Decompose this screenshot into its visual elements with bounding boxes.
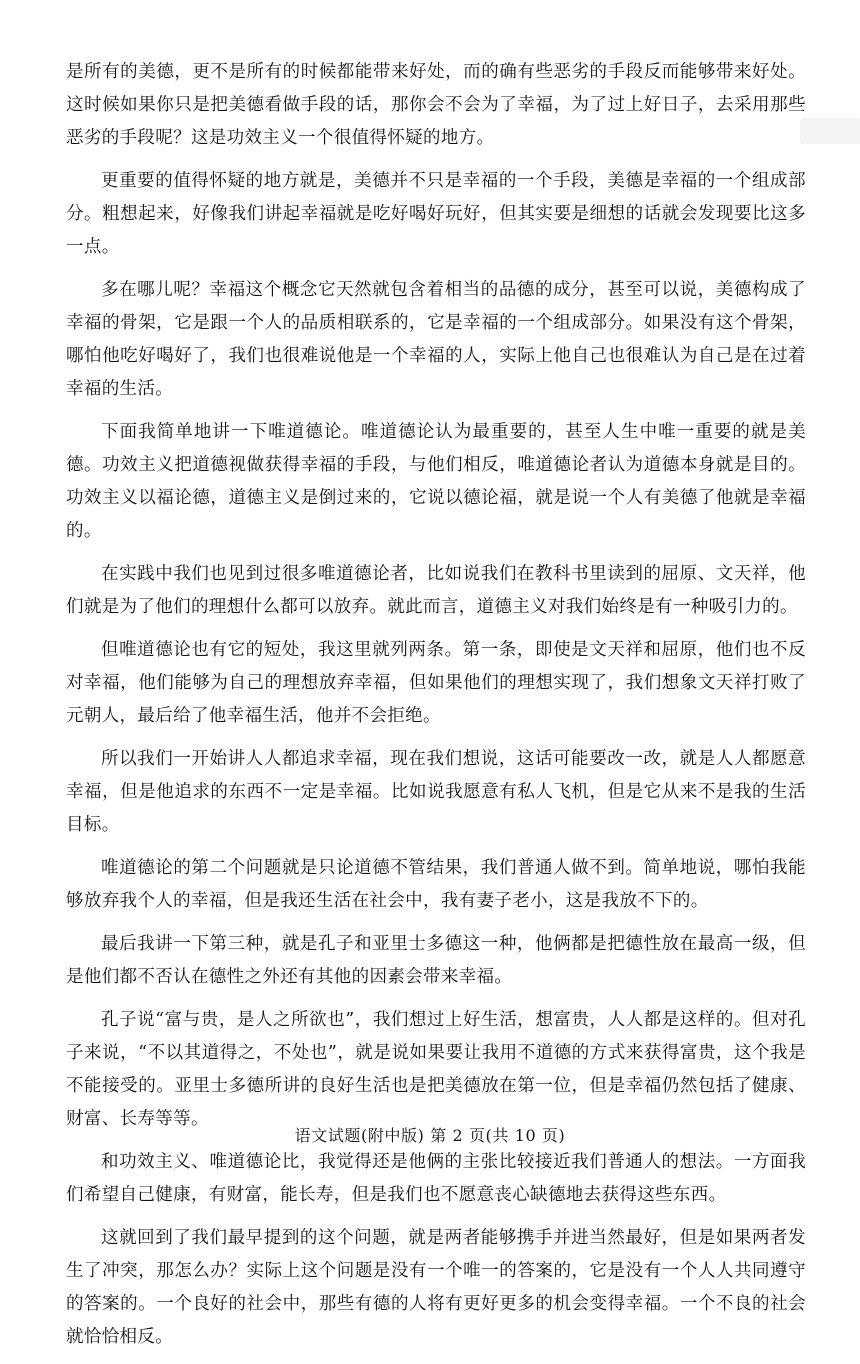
paragraph-7: 所以我们一开始讲人人都追求幸福，现在我们想说，这话可能要改一改，就是人人都愿意幸福，但是他追求的东西不一定是幸福。比如说我愿意有私人飞机，但是它从来不是我的生活目标。 [66, 749, 806, 835]
paragraph-10: 孔子说“富与贵，是人之所欲也”，我们想过上好生活，想富贵，人人都是这样的。但对孔子来说，“不以其道得之，不处也”，就是说如果要让我用不道德的方式来获得富贵，这个我是不能接受的。亚里士多德所讲的良好生活也是把美德放在第一位，但是幸福仍然包括了健康、财富、长寿等等。 [66, 1010, 806, 1129]
watermark-smudge [800, 118, 860, 144]
paragraph-3: 多在哪儿呢？幸福这个概念它天然就包含着相当的品德的成分，甚至可以说，美德构成了幸福的骨架，它是跟一个人的品质相联系的，它是幸福的一个组成部分。如果没有这个骨架，哪怕他吃好喝好了，我们也很难说他是一个幸福的人，实际上他自己也很难认为自己是在过着幸福的生活。 [66, 280, 806, 399]
paragraph-12: 这就回到了我们最早提到的这个问题，就是两者能够携手并进当然最好，但是如果两者发生了冲突，那怎么办？实际上这个问题是没有一个唯一的答案的，它是没有一个人人共同遵守的答案的。一个良好的社会中，那些有德的人将有更好更多的机会变得幸福。一个不良的社会就恰恰相反。 [66, 1228, 806, 1347]
paragraph-4: 下面我简单地讲一下唯道德论。唯道德论认为最重要的，甚至人生中唯一重要的就是美德。功效主义把道德视做获得幸福的手段，与他们相反，唯道德论者认为道德本身就是目的。功效主义以福论德，道德主义是倒过来的，它说以德论福，就是说一个人有美德了他就是幸福的。 [66, 422, 806, 541]
article-body [66, 56, 806, 1364]
paragraph-1: 是所有的美德，更不是所有的时候都能带来好处，而的确有些恶劣的手段反而能够带来好处。这时候如果你只是把美德看做手段的话，那你会不会为了幸福，为了过上好日子，去采用那些恶劣的手段呢？这是功效主义一个很值得怀疑的地方。 [66, 62, 806, 148]
paragraph-5: 在实践中我们也见到过很多唯道德论者，比如说我们在教科书里读到的屈原、文天祥，他们就是为了他们的理想什么都可以放弃。就此而言，道德主义对我们始终是有一种吸引力的。 [66, 564, 806, 617]
paragraph-9: 最后我讲一下第三种，就是孔子和亚里士多德这一种，他俩都是把德性放在最高一级，但是他们都不否认在德性之外还有其他的因素会带来幸福。 [66, 934, 806, 987]
paragraph-11: 和功效主义、唯道德论比，我觉得还是他俩的主张比较接近我们普通人的想法。一方面我们希望自己健康，有财富，能长寿，但是我们也不愿意丧心缺德地去获得这些东西。 [66, 1152, 806, 1205]
paragraph-2: 更重要的值得怀疑的地方就是，美德并不只是幸福的一个手段，美德是幸福的一个组成部分。粗想起来，好像我们讲起幸福就是吃好喝好玩好，但其实要是细想的话就会发现要比这多一点。 [66, 171, 806, 257]
paragraph-6: 但唯道德论也有它的短处，我这里就列两条。第一条，即使是文天祥和屈原，他们也不反对幸福，他们能够为自己的理想放弃幸福，但如果他们的理想实现了，我们想象文天祥打败了元朝人，最后给了他幸福生活，他并不会拒绝。 [66, 640, 806, 726]
paragraph-8: 唯道德论的第二个问题就是只论道德不管结果，我们普通人做不到。简单地说，哪怕我能够放弃我个人的幸福，但是我还生活在社会中，我有妻子老小，这是我放不下的。 [66, 858, 806, 911]
page-footer: 语文试题(附中版) 第 2 页(共 10 页) [294, 1126, 566, 1145]
